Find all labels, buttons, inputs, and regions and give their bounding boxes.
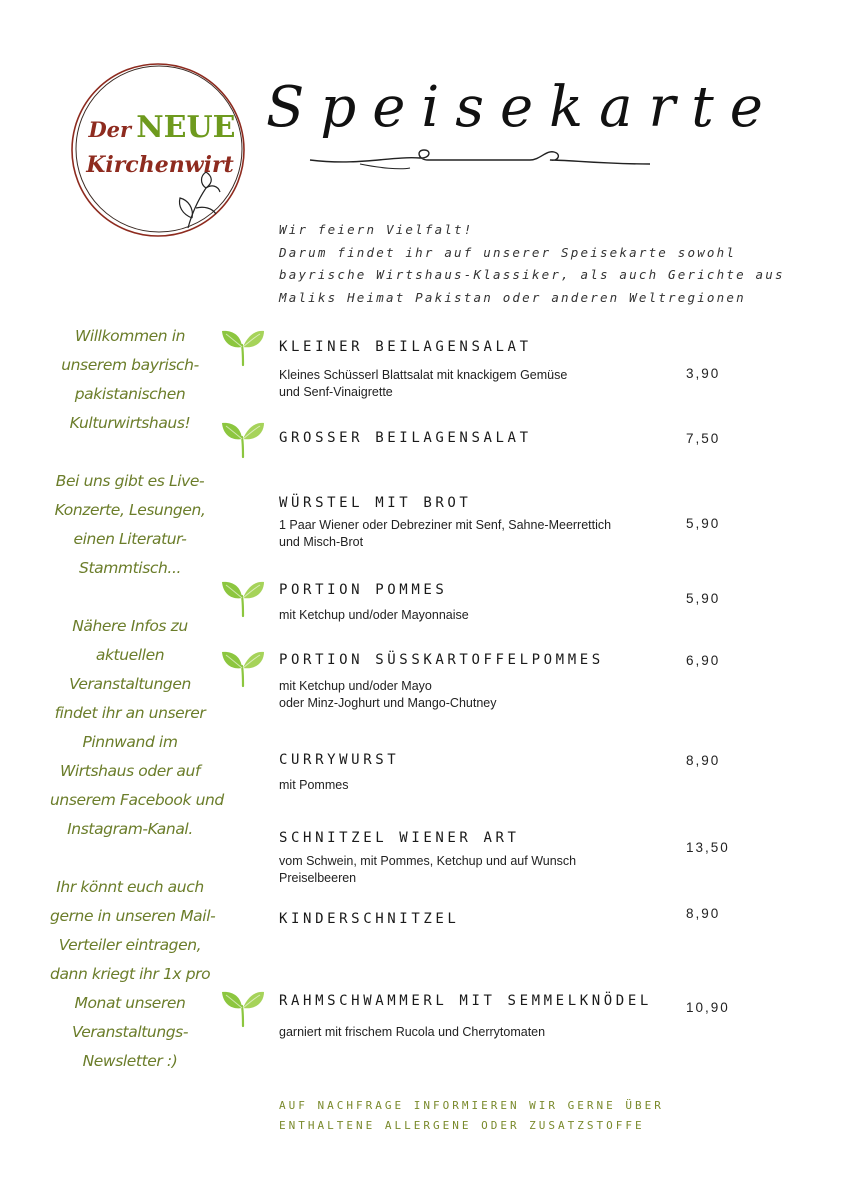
description-line: vom Schwein, mit Pommes, Ketchup und auf Wunsch: [279, 854, 577, 868]
menu-item-description: [279, 853, 659, 887]
intro-text: [279, 219, 785, 309]
sidebar-info-channels: [50, 612, 224, 844]
vegetarian-leaf-icon: [220, 576, 266, 618]
sidebar-line: Newsletter :): [82, 1052, 178, 1070]
logo-neue: NEUE: [136, 110, 236, 145]
menu-item-description: [279, 777, 659, 794]
description-line: und Senf-Vinaigrette: [279, 385, 393, 399]
vegetarian-leaf-icon: [220, 986, 266, 1028]
description-line: garniert mit frischem Rucola und Cherrytomaten: [279, 1025, 546, 1039]
description-line: und Misch-Brot: [279, 535, 364, 549]
menu-item-price: 8,90: [686, 906, 721, 921]
menu-item-name: PORTION SÜSSKARTOFFELPOMMES: [279, 652, 604, 668]
sidebar-line: Monat unseren: [74, 994, 186, 1012]
logo-der: Der: [88, 117, 132, 142]
sidebar-info: [50, 322, 224, 1105]
menu-item-name: CURRYWURST: [279, 752, 400, 768]
sidebar-line: Bei uns gibt es Live-: [55, 472, 205, 490]
menu-item-description: [279, 607, 659, 624]
description-line: Preiselbeeren: [279, 871, 357, 885]
sidebar-line: Instagram-Kanal.: [67, 820, 193, 838]
sidebar-line: aktuellen: [95, 646, 165, 664]
allergen-notice: [279, 1096, 699, 1136]
logo-ring: [66, 58, 250, 242]
menu-item-description: [279, 367, 659, 401]
allergen-notice-line: AUF NACHFRAGE INFORMIEREN WIR GERNE ÜBER: [279, 1099, 664, 1112]
sidebar-line: findet ihr an unserer: [54, 704, 206, 722]
sidebar-line: Wirtshaus oder auf: [59, 762, 201, 780]
menu-item-name: KLEINER BEILAGENSALAT: [279, 339, 532, 355]
menu-item-name: GROSSER BEILAGENSALAT: [279, 430, 532, 446]
vegetarian-leaf-icon: [220, 417, 266, 459]
sidebar-line: einen Literatur-: [73, 530, 187, 548]
sidebar-line: Kulturwirtshaus!: [69, 414, 191, 432]
menu-item-price: 13,50: [686, 840, 730, 855]
allergen-notice-line: ENTHALTENE ALLERGENE ODER ZUSATZSTOFFE: [279, 1119, 645, 1132]
menu-item-description: [279, 1024, 659, 1041]
sidebar-line: Konzerte, Lesungen,: [54, 501, 206, 519]
menu-item-price: 5,90: [686, 591, 721, 606]
menu-item-price: 7,50: [686, 431, 721, 446]
sidebar-newsletter: [50, 873, 216, 1076]
sidebar-line: unserem Facebook und: [50, 791, 224, 809]
menu-item-price: 8,90: [686, 753, 721, 768]
intro-line: Darum findet ihr auf unserer Speisekarte sowohl: [279, 244, 737, 260]
sidebar-line: Ihr könnt euch auch: [56, 878, 204, 896]
menu-item-name: SCHNITZEL WIENER ART: [279, 830, 520, 846]
sidebar-line: Pinnwand im: [82, 733, 178, 751]
page-title: Speisekarte: [266, 75, 779, 140]
description-line: oder Minz-Joghurt und Mango-Chutney: [279, 696, 497, 710]
sidebar-line: pakistanischen: [74, 385, 186, 403]
logo-kirchenwirt: Kirchenwirt: [86, 152, 234, 178]
sidebar-line: Nähere Infos zu: [72, 617, 188, 635]
sidebar-line: Willkommen in: [74, 327, 186, 345]
menu-item-price: 10,90: [686, 1000, 730, 1015]
intro-line: Wir feiern Vielfalt!: [279, 222, 474, 237]
menu-item-description: [279, 678, 659, 712]
menu-item-name: WÜRSTEL MIT BROT: [279, 495, 472, 511]
sidebar-line: Verteiler eintragen,: [58, 936, 202, 954]
vegetarian-leaf-icon: [220, 646, 266, 688]
sidebar-line: Stammtisch...: [79, 559, 181, 577]
description-line: mit Ketchup und/oder Mayonnaise: [279, 608, 469, 622]
description-line: Kleines Schüsserl Blattsalat mit knackigem Gemüse: [279, 368, 568, 382]
intro-line: Maliks Heimat Pakistan oder anderen Weltregionen: [279, 289, 746, 305]
vegetarian-leaf-icon: [220, 325, 266, 367]
title-flourish-ornament: [300, 138, 660, 178]
sidebar-events: [50, 467, 210, 583]
description-line: mit Pommes: [279, 778, 349, 792]
description-line: mit Ketchup und/oder Mayo: [279, 679, 432, 693]
sidebar-line: gerne in unseren Mail-: [50, 907, 216, 925]
description-line: 1 Paar Wiener oder Debreziner mit Senf, Sahne-Meerrettich: [279, 518, 612, 532]
menu-item-price: 3,90: [686, 366, 721, 381]
menu-item-name: PORTION POMMES: [279, 582, 448, 598]
sidebar-line: Veranstaltungs-: [71, 1023, 189, 1041]
sidebar-line: Veranstaltungen: [69, 675, 191, 693]
sidebar-welcome: [50, 322, 210, 438]
restaurant-logo: [66, 58, 250, 242]
sidebar-line: unserem bayrisch-: [61, 356, 199, 374]
menu-item-description: [279, 517, 659, 551]
sidebar-line: dann kriegt ihr 1x pro: [50, 965, 211, 983]
menu-item-price: 5,90: [686, 516, 721, 531]
menu-item-price: 6,90: [686, 653, 721, 668]
menu-item-name: RAHMSCHWAMMERL MIT SEMMELKNÖDEL: [279, 993, 652, 1009]
tulip-icon: [180, 172, 221, 228]
intro-line: bayrische Wirtshaus-Klassiker, als auch Gerichte aus: [279, 267, 785, 282]
menu-item-name: KINDERSCHNITZEL: [279, 911, 460, 927]
